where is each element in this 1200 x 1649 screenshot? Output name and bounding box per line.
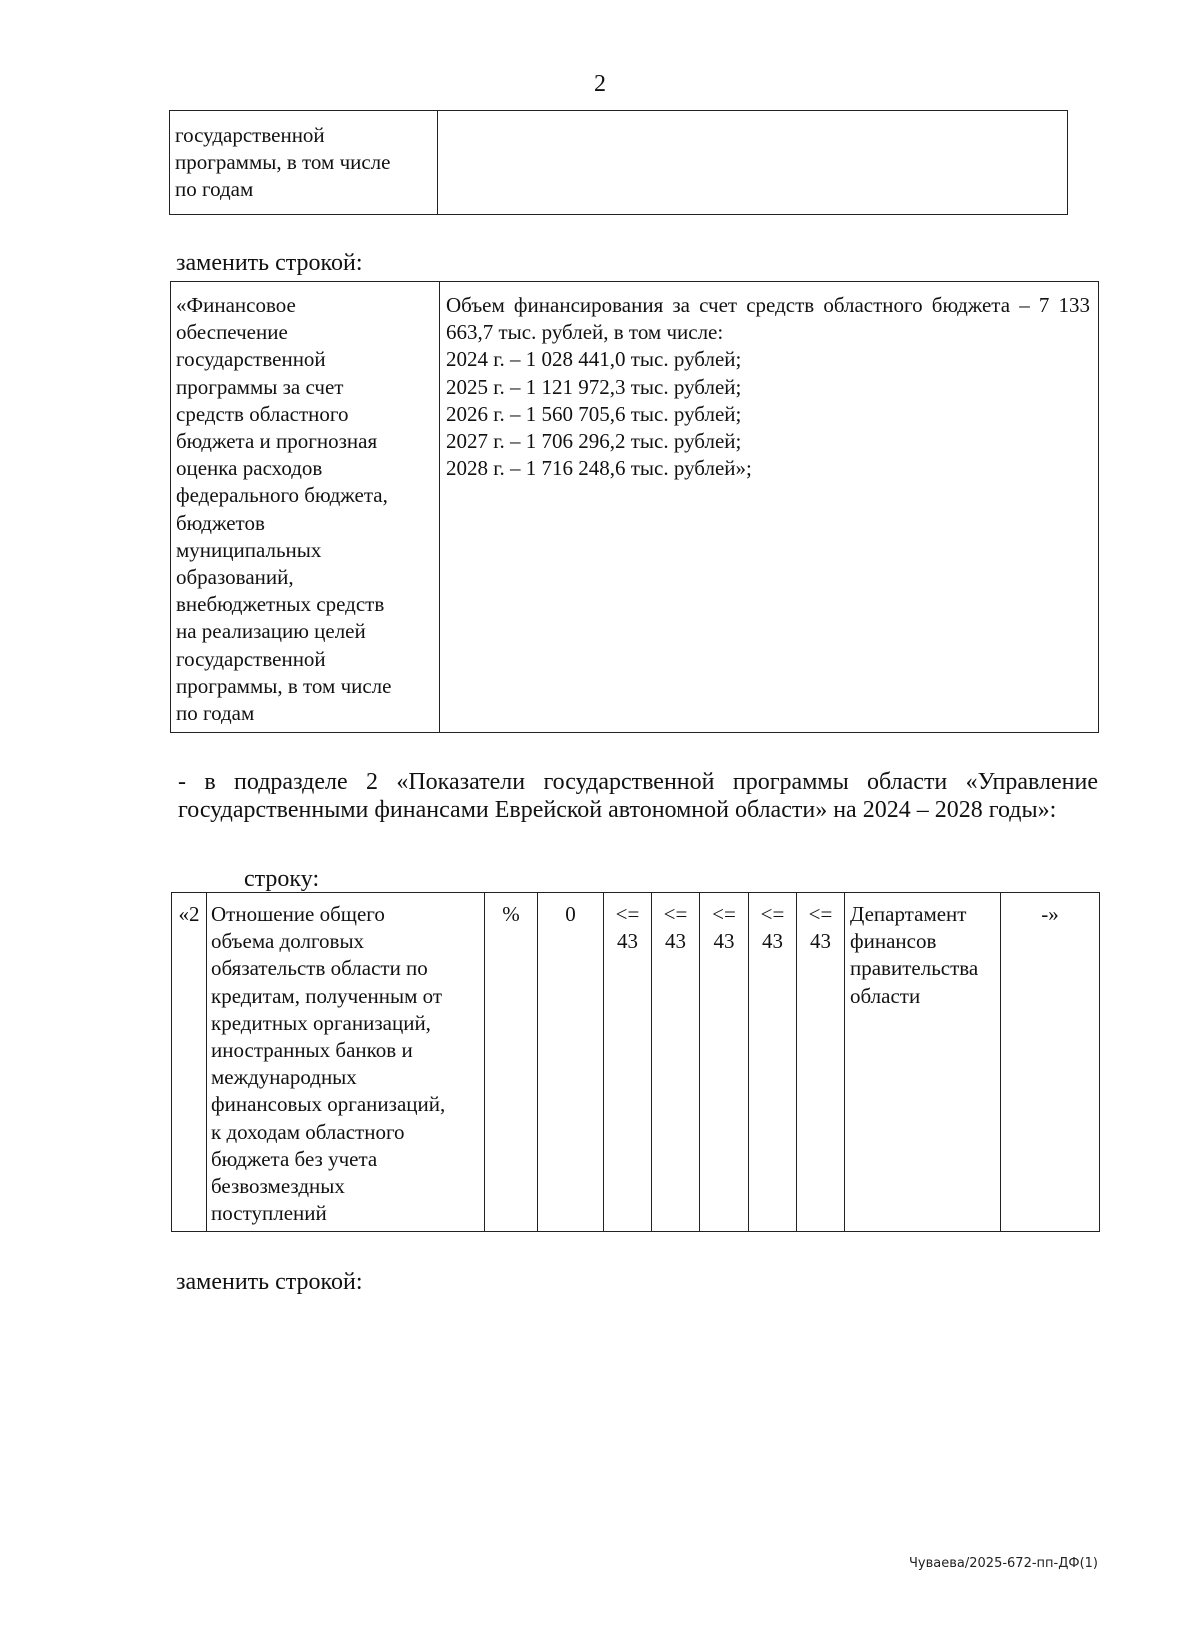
indicator-responsible: Департамент финансов правительства области [850,902,979,1008]
prev-left-cell [170,111,438,215]
footer-document-code: Чуваева/2025-672-пп-ДФ(1) [909,1556,1098,1571]
indicator-num: «2 [178,902,200,926]
indicator-name-cell [207,893,485,1232]
indicator-year-cell [797,893,845,1232]
row-label: строку: [244,866,320,892]
indicator-responsible-cell [845,893,1001,1232]
finance-left-cell [171,282,440,733]
indicator-year-value: <= 43 [663,902,688,954]
replace-with-label-1: заменить строкой: [176,250,363,276]
finance-right-text: Объем финансирования за счет средств областного бюджета – 7 133 663,7 тыс. рублей, в том числе: 2024 г. – 1 028 441,0 тыс. рублей; 2025 г. – 1 121 972,3 тыс. рублей; 2026 г. – 1 560 705,6 тыс. рублей; 2027 г. – 1 706 296,2 тыс. рублей; 2028 г. – 1 716 248,6 тыс. рублей»; [446,293,1090,481]
replace-with-label-2: заменить строкой: [176,1269,363,1295]
indicator-year-value: <= 43 [760,902,785,954]
finance-left-text: «Финансовое обеспечение государственной программы за счет средств областного бюджета и прогнозная оценка расходов федерального бюджета, бюджетов муниципальных образований, внебюджетных средств на реализацию целей государственной программы, в том числе по годам [176,293,392,726]
indicator-last-cell [1001,893,1100,1232]
indicator-year-value: <= 43 [615,902,640,954]
prev-right-cell [438,111,1068,215]
indicator-base-cell [538,893,604,1232]
indicator-unit: % [502,902,520,926]
subsection-paragraph: - в подразделе 2 «Показатели государственной программы области «Управление государственными финансами Еврейской автономной области» на 2024 – 2028 годы»: [178,769,1098,823]
page-number: 2 [594,71,606,97]
table-indicator [171,892,1100,1232]
indicator-year-value: <= 43 [712,902,736,954]
indicator-year-cell [749,893,797,1232]
indicator-year-cell [604,893,652,1232]
indicator-num-cell [172,893,207,1232]
indicator-last: -» [1041,902,1059,926]
table-previous-fragment [169,110,1068,215]
prev-right-text [438,111,1067,122]
table-finance [170,281,1099,733]
indicator-name: Отношение общего объема долговых обязательств области по кредитам, полученным от кредитных организаций, иностранных банков и международных финансовых организаций, к доходам областного бюджета без учета безвозмездных поступлений [211,902,446,1226]
indicator-year-cell [652,893,700,1232]
prev-left-text: государственной программы, в том числе по годам [175,123,391,202]
indicator-unit-cell [485,893,538,1232]
finance-right-cell [440,282,1099,733]
indicator-base: 0 [565,902,576,926]
indicator-year-value: <= 43 [808,902,833,954]
indicator-year-cell [700,893,749,1232]
